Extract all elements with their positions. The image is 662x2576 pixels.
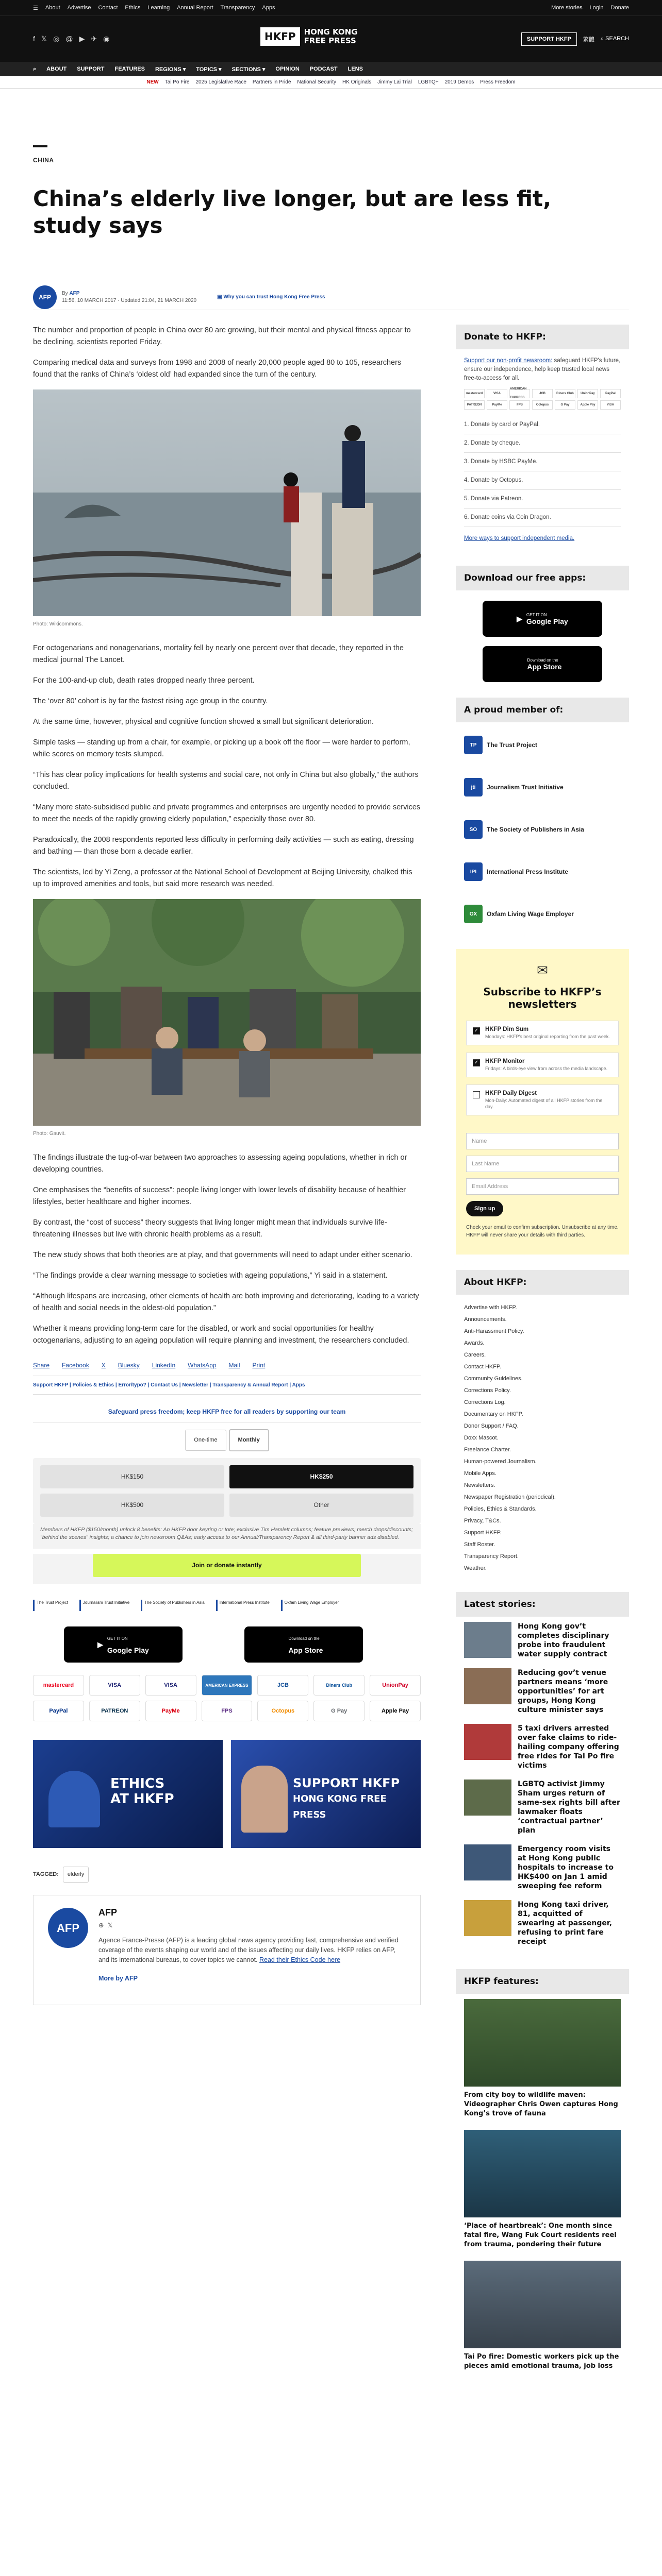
about-link[interactable]: Staff Roster. bbox=[464, 1541, 495, 1548]
partner-logo[interactable]: International Press Institute bbox=[216, 1600, 270, 1611]
oxfam-icon: OX bbox=[464, 905, 483, 923]
feature-story[interactable]: From city boy to wildlife maven: Videographer Chris Owen captures Hong Kong’s trove of fauna bbox=[464, 1999, 621, 2119]
story-thumbnail bbox=[464, 1668, 511, 1704]
share-print[interactable]: Print bbox=[252, 1362, 266, 1369]
topbar-link-about[interactable]: About bbox=[45, 5, 60, 11]
amount-option[interactable]: HK$500 bbox=[40, 1494, 224, 1517]
main-nav bbox=[0, 62, 662, 76]
ipi-icon: IPI bbox=[464, 862, 483, 881]
jti-icon: jti bbox=[464, 778, 483, 796]
trending-item[interactable]: Partners in Pride bbox=[252, 79, 291, 85]
member-logo[interactable]: OX Oxfam Living Wage Employer bbox=[464, 902, 621, 926]
search-icon[interactable]: ⌕ bbox=[33, 65, 37, 72]
trending-item[interactable]: HK Originals bbox=[342, 79, 372, 85]
amount-option-selected[interactable]: HK$250 bbox=[229, 1465, 413, 1488]
sidebar-heading-members: A proud member of: bbox=[456, 698, 629, 722]
share-mail[interactable]: Mail bbox=[228, 1362, 240, 1369]
trust-project-icon: TP bbox=[464, 736, 483, 754]
partner-logos bbox=[33, 1600, 421, 1611]
share-bluesky[interactable]: Bluesky bbox=[118, 1362, 140, 1369]
story-thumbnail bbox=[464, 1622, 511, 1658]
partner-logo[interactable]: The Society of Publishers in Asia bbox=[141, 1600, 205, 1611]
author-bio: Agence France-Presse (AFP) is a leading global news agency providing fast, comprehensive and verified coverage of the events shaping our world and of the issues affecting our daily lives. HKFP relies on AFP, and its international bureaus, to cover topics we cannot. bbox=[98, 1937, 399, 1963]
article-footer-links[interactable]: Support HKFP | Policies & Ethics | Error/typo? | Contact Us | Newsletter | Transparency & Annual Report | Apps bbox=[33, 1376, 421, 1395]
sidebar-heading-about: About HKFP: bbox=[456, 1270, 629, 1295]
about-link[interactable]: Doxx Mascot. bbox=[464, 1435, 499, 1441]
newsletter-note: Check your email to confirm subscription. Unsubscribe at any time. HKFP will never share your details with third parties. bbox=[466, 1225, 619, 1238]
language-switch[interactable]: 繁體 bbox=[583, 36, 594, 43]
donate-option[interactable]: 4. Donate by Octopus. bbox=[464, 471, 621, 490]
logo-text: HONG KONG FREE PRESS bbox=[304, 27, 358, 45]
about-link[interactable]: Freelance Charter. bbox=[464, 1447, 511, 1453]
sopa-icon: SO bbox=[464, 820, 483, 839]
topbar-link-transparency[interactable]: Transparency bbox=[220, 5, 255, 11]
article-paragraph: The number and proportion of people in China over 80 are growing, but their mental and physical fitness appear to be declining, scientists reported Friday. bbox=[33, 326, 411, 346]
article-paragraph: “Many more state-subsidised public and private programmes and enterprises are urgently needed to provide services to meet the needs of the rapidly growing elderly population,” especially those over 80. bbox=[33, 803, 421, 823]
feature-story[interactable]: Tai Po fire: Domestic workers pick up the pieces amid emotional trauma, job loss bbox=[464, 2261, 621, 2371]
latest-story[interactable]: Hong Kong taxi driver, 81, acquitted of swearing at passenger, refusing to print fare receipt bbox=[464, 1900, 621, 1946]
article-photo-sea bbox=[33, 389, 421, 616]
about-links bbox=[456, 1295, 629, 1582]
latest-story[interactable]: Reducing gov’t venue partners means ‘more opportunities’ for art groups, Hong Kong culture minister says bbox=[464, 1668, 621, 1715]
payment-logo: mastercard bbox=[33, 1675, 84, 1696]
about-link[interactable]: Newsletters. bbox=[464, 1482, 495, 1488]
article-category[interactable]: CHINA bbox=[33, 157, 54, 164]
payment-logo: mastercard bbox=[464, 389, 485, 398]
payment-logo: FPS bbox=[202, 1701, 253, 1721]
instagram-icon[interactable]: ◎ bbox=[53, 35, 60, 43]
newsletter-option[interactable]: ✓ HKFP Monitor Fridays: A birds-eye view from across the media landscape. bbox=[466, 1053, 619, 1077]
logo-mark: HKFP bbox=[260, 27, 300, 46]
nav-features[interactable]: FEATURES bbox=[114, 66, 145, 72]
membership-note: Members of HKFP ($150/month) unlock 8 benefits: An HKFP door keyring or tote; exclusive Tim Hamlett columns; feature previews; merch drops/discounts; "behind the scenes" insights; a chance to join newsroom Q&As; early access to our Annual/Transparency Report & all third-party banner ads disabled. bbox=[33, 1524, 421, 1549]
support-newsroom-link[interactable]: Support our non-profit newsroom: bbox=[464, 358, 553, 364]
payment-logo: Diners Club bbox=[313, 1675, 365, 1696]
article-paragraph: The ‘over 80’ cohort is by far the fastest rising age group in the country. bbox=[33, 697, 268, 705]
article-paragraph: Paradoxically, the 2008 respondents reported less difficulty in performing daily activities — such as eating, dressing and bathing — than those born a decade earlier. bbox=[33, 836, 414, 856]
article-date: 11:56, 10 MARCH 2017 · Updated 21:04, 21 MARCH 2020 bbox=[62, 297, 197, 303]
latest-story[interactable]: Emergency room visits at Hong Kong public hospitals to increase to HK$400 on Jan 1 amid sweeping fee reform bbox=[464, 1844, 621, 1891]
top-bar bbox=[0, 0, 662, 15]
trending-nav bbox=[0, 76, 662, 89]
author-avatar[interactable]: AFP bbox=[33, 285, 57, 309]
about-link[interactable]: Donor Support / FAQ. bbox=[464, 1423, 519, 1429]
share-facebook[interactable]: Facebook bbox=[62, 1362, 89, 1369]
photo-caption: Photo: Wikicommons. bbox=[33, 621, 83, 627]
last-name-input[interactable]: Last Name bbox=[466, 1156, 619, 1172]
payment-logo: Octopus bbox=[532, 400, 553, 410]
payment-logo: JCB bbox=[257, 1675, 308, 1696]
member-logo[interactable]: TP The Trust Project bbox=[464, 733, 621, 757]
email-input[interactable]: Email Address bbox=[466, 1178, 619, 1195]
menu-icon[interactable]: ☰ bbox=[33, 5, 38, 11]
share-label[interactable]: Share bbox=[33, 1362, 50, 1369]
support-hkfp-button[interactable]: SUPPORT HKFP bbox=[521, 32, 577, 46]
payment-logo: VISA bbox=[145, 1675, 196, 1696]
latest-story[interactable]: 5 taxi drivers arrested over fake claims to ride-hailing company offering free rides for Tai Po fire victims bbox=[464, 1724, 621, 1770]
topbar-link-learning[interactable]: Learning bbox=[147, 5, 170, 11]
x-icon[interactable]: 𝕏 bbox=[107, 1922, 113, 1929]
youtube-icon[interactable]: ▶ bbox=[79, 35, 85, 43]
payment-logo: PayPal bbox=[33, 1701, 84, 1721]
newsletter-option[interactable]: HKFP Daily Digest Mon-Daily: Automated digest of all HKFP stories from the day. bbox=[466, 1084, 619, 1115]
payment-logo: VISA bbox=[487, 389, 507, 398]
payment-logo: AMERICAN EXPRESS bbox=[202, 1675, 253, 1696]
shield-icon: ▣ bbox=[217, 294, 222, 300]
new-badge: NEW bbox=[146, 79, 159, 85]
site-logo[interactable] bbox=[260, 27, 358, 46]
share-whatsapp[interactable]: WhatsApp bbox=[188, 1362, 217, 1369]
tag-pill[interactable]: elderly bbox=[63, 1867, 89, 1883]
feature-story[interactable]: ‘Place of heartbreak’: One month since fatal fire, Wang Fuk Court residents reel from trauma, pondering their future bbox=[464, 2130, 621, 2249]
promo-ethics[interactable]: ETHICS AT HKFP bbox=[33, 1740, 223, 1848]
story-thumbnail bbox=[464, 1900, 511, 1936]
feature-image bbox=[464, 1999, 621, 2087]
article-title: China’s elderly live longer, but are less fit, study says bbox=[33, 186, 552, 238]
google-play-badge[interactable]: ▶ GET IT ON Google Play bbox=[483, 601, 602, 637]
about-link[interactable]: Announcements. bbox=[464, 1316, 507, 1323]
trending-item[interactable]: 2019 Demos bbox=[444, 79, 474, 85]
sidebar-heading-features: HKFP features: bbox=[456, 1969, 629, 1994]
story-thumbnail bbox=[464, 1844, 511, 1880]
social-links bbox=[33, 35, 109, 43]
nav-support[interactable]: SUPPORT bbox=[77, 66, 105, 72]
nav-about[interactable]: ABOUT bbox=[46, 66, 67, 72]
about-link[interactable]: Corrections Policy. bbox=[464, 1387, 511, 1394]
article-paragraph: At the same time, however, physical and cognitive function showed a small but significant deterioration. bbox=[33, 718, 374, 726]
topbar-link-ethics[interactable]: Ethics bbox=[125, 5, 141, 11]
envelope-icon: ✉ bbox=[537, 962, 548, 978]
payment-logo: Diners Club bbox=[555, 389, 575, 398]
article-paragraph: The findings illustrate the tug-of-war between two approaches to assessing ageing populations, whether in rich or developing countries. bbox=[33, 1154, 407, 1174]
amount-option[interactable]: Other bbox=[229, 1494, 413, 1517]
newsletter-signup bbox=[456, 949, 629, 1255]
play-icon: ▶ bbox=[97, 1640, 103, 1649]
latest-story[interactable]: Hong Kong gov’t completes disciplinary probe into fraudulent water supply contract bbox=[464, 1622, 621, 1659]
search-button[interactable]: ⌕ SEARCH bbox=[600, 36, 629, 42]
donate-option[interactable]: 5. Donate via Patreon. bbox=[464, 490, 621, 509]
topbar-donate[interactable]: Donate bbox=[610, 5, 629, 11]
donate-option[interactable]: 1. Donate by card or PayPal. bbox=[464, 416, 621, 434]
article-paragraph: The new study shows that both theories are at play, and that governments will need to adapt under either scenario. bbox=[33, 1251, 412, 1259]
payment-logo: UnionPay bbox=[370, 1675, 421, 1696]
article-paragraph: “The findings provide a clear warning message to societies with ageing populations,” Yi said in a statement. bbox=[33, 1272, 388, 1280]
promo-support[interactable]: SUPPORT HKFP HONG KONG FREE PRESS bbox=[231, 1740, 421, 1848]
tagged-label: TAGGED: bbox=[33, 1871, 59, 1877]
article-paragraph: Whether it means providing long-term care for the disabled, or work and social opportunities for healthy octogenarians, adjusting to an ageing population will require planning and investment, the researchers concluded. bbox=[33, 1325, 409, 1345]
partner-logo[interactable]: The Trust Project bbox=[33, 1600, 68, 1611]
trending-item[interactable]: National Security bbox=[297, 79, 336, 85]
nav-podcast[interactable]: PODCAST bbox=[309, 66, 338, 72]
story-thumbnail bbox=[464, 1780, 511, 1816]
latest-story[interactable]: LGBTQ activist Jimmy Sham urges return of same-sex rights bill after lawmaker floats ‘contractual partner’ plan bbox=[464, 1780, 621, 1835]
author-avatar[interactable]: AFP bbox=[48, 1908, 88, 1948]
topbar-more-stories[interactable]: More stories bbox=[551, 5, 583, 11]
payment-logos bbox=[33, 1675, 421, 1721]
payment-logo: UnionPay bbox=[577, 389, 598, 398]
about-link[interactable]: Anti-Harassment Policy. bbox=[464, 1328, 524, 1334]
payment-logo: VISA bbox=[89, 1675, 140, 1696]
telegram-icon[interactable]: ✈ bbox=[91, 35, 97, 43]
feature-image bbox=[464, 2130, 621, 2217]
about-link[interactable]: Mobile Apps. bbox=[464, 1470, 496, 1477]
nav-sections[interactable]: SECTIONS ▾ bbox=[231, 66, 266, 73]
payment-logo: PATREON bbox=[89, 1701, 140, 1721]
topbar-link-contact[interactable]: Contact bbox=[98, 5, 118, 11]
nav-topics[interactable]: TOPICS ▾ bbox=[196, 66, 222, 73]
newsletter-title: Subscribe to HKFP’s newsletters bbox=[483, 986, 602, 1010]
trending-item[interactable]: Jimmy Lai Trial bbox=[377, 79, 412, 85]
about-link[interactable]: Support HKFP. bbox=[464, 1530, 502, 1536]
payment-logo: PayMe bbox=[487, 400, 507, 410]
trending-item[interactable]: LGBTQ+ bbox=[418, 79, 439, 85]
amount-option[interactable]: HK$150 bbox=[40, 1465, 224, 1488]
tags-row bbox=[33, 1867, 421, 1883]
topbar-link-advertise[interactable]: Advertise bbox=[67, 5, 91, 11]
about-link[interactable]: Policies, Ethics & Standards. bbox=[464, 1506, 537, 1512]
more-ways-link[interactable]: More ways to support independent media. bbox=[464, 535, 575, 541]
payment-logo: Octopus bbox=[257, 1701, 308, 1721]
sign-up-button[interactable]: Sign up bbox=[466, 1201, 503, 1216]
sidebar-heading-latest: Latest stories: bbox=[456, 1592, 629, 1617]
category-rule bbox=[33, 145, 47, 147]
member-logo[interactable]: jti Journalism Trust Initiative bbox=[464, 775, 621, 800]
trending-item[interactable]: Tai Po Fire bbox=[164, 79, 190, 85]
join-donate-button[interactable]: Join or donate instantly bbox=[93, 1554, 361, 1577]
member-logo[interactable]: IPI International Press Institute bbox=[464, 859, 621, 884]
feature-image bbox=[464, 2261, 621, 2348]
trending-item[interactable]: Press Freedom bbox=[480, 79, 516, 85]
story-thumbnail bbox=[464, 1724, 511, 1760]
promo-banners bbox=[33, 1740, 421, 1848]
photo-caption: Photo: Gauvit. bbox=[33, 1131, 66, 1137]
article-paragraph: For the 100-and-up club, death rates dropped nearly three percent. bbox=[33, 676, 255, 685]
payment-logo: Apple Pay bbox=[577, 400, 598, 410]
author-link[interactable]: AFP bbox=[69, 290, 80, 296]
about-link[interactable]: Advertise with HKFP. bbox=[464, 1304, 517, 1311]
nav-regions[interactable]: REGIONS ▾ bbox=[155, 66, 186, 73]
payment-logo: AMERICAN EXPRESS bbox=[509, 389, 530, 398]
about-link[interactable]: Careers. bbox=[464, 1352, 486, 1358]
article-paragraph: The scientists, led by Yi Zeng, a professor at the National School of Development at Beijing University, chalked this up to improved amenities and tools, but said more research was needed. bbox=[33, 868, 412, 888]
author-name[interactable]: AFP bbox=[98, 1907, 117, 1918]
search-icon: ⌕ bbox=[600, 36, 604, 42]
app-store-badge[interactable]: Download on the App Store bbox=[244, 1626, 363, 1663]
donate-option[interactable]: 2. Donate by cheque. bbox=[464, 434, 621, 453]
article-paragraph: For octogenarians and nonagenarians, mortality fell by nearly one percent over that decade, they reported in the medical journal The Lancet. bbox=[33, 644, 404, 664]
about-link[interactable]: Weather. bbox=[464, 1565, 487, 1571]
article-paragraph: One emphasises the “benefits of success”: people living longer with lower levels of disability because of healthier lifestyles, better healthcare and higher incomes. bbox=[33, 1186, 406, 1206]
trending-item[interactable]: 2025 Legislative Race bbox=[195, 79, 246, 85]
checkbox-unchecked[interactable] bbox=[473, 1091, 480, 1098]
donate-description: safeguard HKFP's future, ensure our independence, help keep trusted local news free-to-access for all. bbox=[464, 358, 621, 381]
article-paragraph: “This has clear policy implications for health systems and social care, not only in China but also globally,” the authors concluded. bbox=[33, 771, 419, 791]
sidebar-heading-donate: Donate to HKFP: bbox=[456, 325, 629, 349]
google-play-badge[interactable]: ▶ GET IT ON Google Play bbox=[64, 1626, 183, 1663]
donate-option[interactable]: 6. Donate coins via Coin Dragon. bbox=[464, 509, 621, 527]
rss-icon[interactable]: ◉ bbox=[103, 35, 110, 43]
freq-monthly[interactable]: Monthly bbox=[229, 1430, 269, 1451]
author-box bbox=[33, 1895, 421, 2005]
about-link[interactable]: Human-powered Journalism. bbox=[464, 1459, 537, 1465]
payment-logo: PATREON bbox=[464, 400, 485, 410]
sidebar-heading-apps: Download our free apps: bbox=[456, 566, 629, 590]
app-store-badge[interactable]: Download on the App Store bbox=[483, 646, 602, 682]
article-paragraph: “Although lifespans are increasing, other elements of health are both improving and deteriorating, leading to a variety of health and social needs in the oldest-old population.” bbox=[33, 1292, 419, 1312]
sidebar bbox=[456, 325, 629, 2387]
article-paragraph: Simple tasks — standing up from a chair, for example, or picking up a book off the floor — were harder to perform, while scores on memory tests slumped. bbox=[33, 738, 410, 758]
byline: AFP By AFP 11:56, 10 MARCH 2017 · Updated 21:04, 21 MARCH 2020 ▣ Why you can trust Hong Kong Free Press bbox=[33, 284, 629, 310]
about-link[interactable]: Community Guidelines. bbox=[464, 1376, 523, 1382]
payment-logo: Apple Pay bbox=[370, 1701, 421, 1721]
payment-logo: G Pay bbox=[555, 400, 575, 410]
article-paragraph: By contrast, the “cost of success” theory suggests that living longer might mean that individuals survive life-threatening illnesses but live with chronic health problems as a result. bbox=[33, 1218, 387, 1239]
site-header bbox=[0, 15, 662, 62]
play-icon: ▶ bbox=[517, 614, 522, 623]
checkbox-checked[interactable]: ✓ bbox=[473, 1027, 480, 1035]
share-linkedin[interactable]: LinkedIn bbox=[152, 1362, 176, 1369]
payment-logo: JCB bbox=[532, 389, 553, 398]
newsletter-option[interactable]: ✓ HKFP Dim Sum Mondays: HKFP's best original reporting from the past week. bbox=[466, 1021, 619, 1045]
partner-logo[interactable]: Journalism Trust Initiative bbox=[79, 1600, 129, 1611]
about-link[interactable]: Privacy, T&Cs. bbox=[464, 1518, 501, 1524]
topbar-link-apps[interactable]: Apps bbox=[262, 5, 275, 11]
about-link[interactable]: Contact HKFP. bbox=[464, 1364, 501, 1370]
donate-widget bbox=[33, 1402, 421, 1584]
facebook-icon[interactable]: f bbox=[33, 35, 35, 43]
why-trust-link[interactable]: ▣ Why you can trust Hong Kong Free Press bbox=[217, 294, 325, 300]
globe-icon[interactable]: ⊕ bbox=[98, 1922, 104, 1929]
donate-option[interactable]: 3. Donate by HSBC PayMe. bbox=[464, 453, 621, 471]
about-link[interactable]: Corrections Log. bbox=[464, 1399, 506, 1405]
article-paragraph: Comparing medical data and surveys from 1998 and 2008 of nearly 20,000 people aged 80 to 105, researchers found that the ranks of China’s ‘oldest old’ had expanded since the turn of the century. bbox=[33, 359, 402, 379]
partner-logo[interactable]: Oxfam Living Wage Employer bbox=[281, 1600, 339, 1611]
payment-logo: PayMe bbox=[145, 1701, 196, 1721]
share-bar bbox=[33, 1355, 421, 1376]
ethics-code-link[interactable]: Read their Ethics Code here bbox=[259, 1956, 341, 1963]
about-link[interactable]: Awards. bbox=[464, 1340, 485, 1346]
freq-one-time[interactable]: One-time bbox=[185, 1430, 226, 1451]
payment-logo: PayPal bbox=[600, 389, 621, 398]
nav-opinion[interactable]: OPINION bbox=[275, 66, 300, 72]
article-body bbox=[33, 325, 421, 2005]
about-link[interactable]: Newspaper Registration (periodical). bbox=[464, 1494, 556, 1500]
about-link[interactable]: Documentary on HKFP. bbox=[464, 1411, 523, 1417]
member-logo[interactable]: SO The Society of Publishers in Asia bbox=[464, 817, 621, 842]
payment-logo: VISA bbox=[600, 400, 621, 410]
sidebar-payment-logos bbox=[464, 389, 621, 410]
more-by-author-link[interactable]: More by AFP bbox=[98, 1975, 138, 1982]
threads-icon[interactable]: @ bbox=[65, 35, 73, 43]
article-photo-park bbox=[33, 899, 421, 1126]
share-x[interactable]: X bbox=[101, 1362, 106, 1369]
donate-headline[interactable]: Safeguard press freedom; keep HKFP free for all readers by supporting our team bbox=[33, 1402, 421, 1422]
checkbox-checked[interactable]: ✓ bbox=[473, 1059, 480, 1066]
payment-logo: FPS bbox=[509, 400, 530, 410]
payment-logo: G Pay bbox=[313, 1701, 365, 1721]
name-input[interactable]: Name bbox=[466, 1133, 619, 1149]
nav-lens[interactable]: LENS bbox=[347, 66, 363, 72]
x-icon[interactable]: 𝕏 bbox=[41, 35, 47, 43]
topbar-link-annual-report[interactable]: Annual Report bbox=[177, 5, 213, 11]
topbar-login[interactable]: Login bbox=[589, 5, 604, 11]
about-link[interactable]: Transparency Report. bbox=[464, 1553, 519, 1560]
